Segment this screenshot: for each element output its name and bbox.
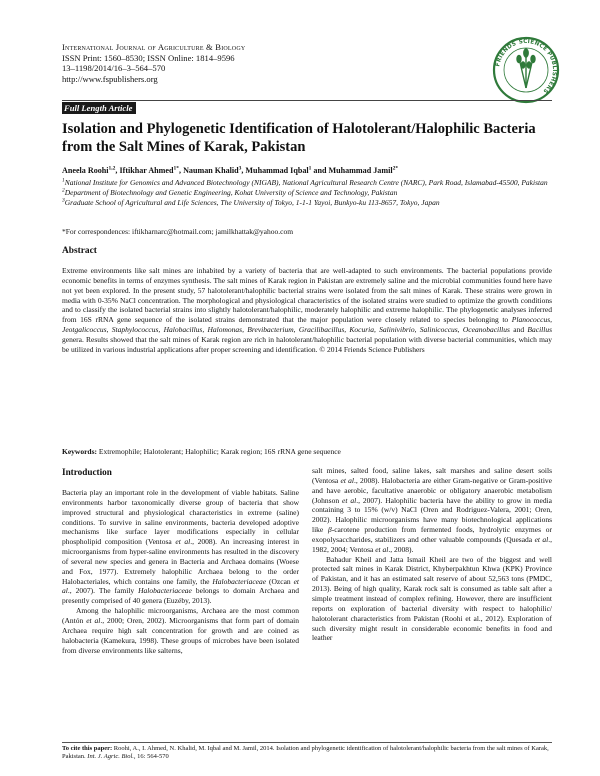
journal-article-id: 13–1198/2014/16–3–564–570 xyxy=(62,63,166,74)
affiliation: $^2$Department of Biotechnology and Genetic Engineering, Kohat University of Science and Technology, Pakistan xyxy=(62,187,398,197)
paper-title: Isolation and Phylogenetic Identification of Halotolerant/Halophilic Bacteria from the Salt Mines of Karak, Pakistan xyxy=(62,121,536,155)
footer-divider xyxy=(62,742,552,743)
paragraph: Bacteria play an important role in the development of viable habitats. Saline environments harbor taxonomically diverse group of bacteria that show improved structural and physiological characteristics in extreme (saline) conditions. To survive in saline environments, bacteria developed adoptive mechanisms like surface layer modifications especially in cellular phospholipid composition (Ventosa et al., 2008). An increasing interest in microorganisms from hyper-saline environments has resulted in the discovery of several new species and genera in Bacteria and Archaea domains (Woese and Fox, 1977). Extremely halophilic Archaea belong to the order Halobacteriales, which contains one family, the Halobacteriaceae (Ozcan et al., 2007). The family Halobacteriaceae belongs to domain Archaea and presently comprised of 40 genera (Euzéby, 2013). xyxy=(62,488,300,606)
author-list xyxy=(62,166,552,176)
affiliation: $^1$National Institute for Genomics and Advanced Biotechnology (NIGAB), National Agricultural Research Centre (NARC), Park Road, Islamabad-45500, Pakistan xyxy=(62,177,548,187)
abstract-body: Extreme environments like salt mines are inhabited by a variety of bacteria that are well-adapted to such environments. The bacterial populations provide economic benefits in terms of enzymes synthesis. The salt mines of Karak region in Pakistan are extremely saline and the microbial communities found here have not yet been explored. In the present study, 57 halotolerant/halophilic bacterial strains were isolated from the salt mines of Karak. These strains were grown in media with 0-35% NaCl concentration. The morphological and physiological characteristics of the isolated strains were studied to optimize the growth conditions and to classify the isolated bacterial strains into slightly halotolerant/halophilic, moderately halophilic and extreme halophilic. The phylogenetic analyses inferred from 16S rRNA gene sequence of the isolated strains demonstrated that the major population were closely related to species belonging to Planococcus, Jeotgalicoccus, Staphylococcus, Halobacillus, Halomonas, Brevibacterium, Gracilibacillus, Kocuria, Salinivibrio, Salinicoccus, Oceanobacillus and Bacillus genera. Results showed that the salt mines of Karak region are rich in halotolerant/halophilic bacterial population with diverse bacterial communities, which may be utilized in various industrial applications after proper screening and identification. © 2014 Friends Science Publishers xyxy=(62,266,552,354)
header-divider xyxy=(62,100,552,101)
logo-text: FRIENDS SCIENCE PUBLISHERS xyxy=(495,38,558,95)
author: Muhammad Jamil$^{2*}$ xyxy=(328,165,399,175)
paragraph: salt mines, salted food, saline lakes, salt marshes and saline desert soils (Ventosa et al., 2008). Halobacteria are either Gram-negative or Gram-positive and have aerobic, facultative anaerobic or obligatory anaerobic metabolism (Johnson et al., 2007). Halophilic bacteria have the ability to grow in media containing 3 to 15% (w/v) NaCl (Oren and Rodriguez-Valera, 2001; Oren, 2002). Halophilic microorganisms have many biotechnological applications like β-carotene production from fermented foods, hydrolytic enzymes or exopolysaccharides, stabilizers and other valuable compounds (Quesada et al., 1982, 2004; Ventosa et al., 2008). xyxy=(312,466,552,554)
keywords: Keywords: Extremophile; Halotolerant; Halophilic; Karak region; 16S rRNA gene sequence xyxy=(62,447,341,456)
paragraph: Bahadur Kheil and Jatta Ismail Kheil are two of the biggest and well protected salt mines in Karak District, Khyberpakhtun Khwa (KPK) Province of Pakistan, and it has an estimated salt reserve of about 52,563 tons (PMDC, 2013). Being of high quality, Karak rock salt is consumed as table salt after a simple treatment instead of complex refining. However, there are insufficient reports on exploration of bacterial diversity with respect to halophilic/ halotolerant characteristics from Pakistan (Roohi et al., 2012). Exploration of such diversity might result in considerable economic benefits in food and leather xyxy=(312,554,552,643)
correspondence: *For correspondences: iftikharnarc@hotmail.com; jamilkhattak@yahoo.com xyxy=(62,227,294,236)
author: Aneela Roohi$^{1,2}$, xyxy=(62,165,120,175)
column-right xyxy=(312,466,552,643)
affiliation: $^3$Graduate School of Agricultural and Life Sciences, The University of Tokyo, 1-1-1 Yayoi, Bunkyo-ku 113-8657, Tokyo, Japan xyxy=(62,197,440,207)
author: Muhammad Iqbal$^1$ and xyxy=(245,165,329,175)
author: Nauman Khalid$^3$, xyxy=(183,165,246,175)
wheat-logo-icon xyxy=(492,36,560,104)
journal-issn: ISSN Print: 1560–8530; ISSN Online: 1814–9596 xyxy=(62,52,235,63)
journal-name: International Journal of Agriculture & Biology xyxy=(62,42,246,52)
journal-header xyxy=(62,42,245,84)
paragraph: Among the halophilic microorganisms, Archaea are the most common (Antón et al., 2000; Oren, 2002). Microorganisms that form part of domain Archaea require high salt concentration for growth and are coined as halobacteria (Kamekura, 1998). These groups of microbes have been isolated from diverse environments like salterns, xyxy=(62,606,300,655)
article-type-badge: Full Length Article xyxy=(62,102,136,114)
author: Iftikhar Ahmed$^{1*}$, xyxy=(119,165,184,175)
column-left xyxy=(62,488,299,655)
introduction-heading: Introduction xyxy=(62,467,112,477)
abstract-heading: Abstract xyxy=(62,246,97,256)
journal-url[interactable]: http://www.fspublishers.org xyxy=(62,73,158,84)
citation: To cite this paper: Roohi, A., I. Ahmed, N. Khalid, M. Iqbal and M. Jamil, 2014. Isolation and phylogenetic identification of halotolerant/halophilic bacteria from the salt mines of Karak, Pakistan. Int. J. Agric. Biol., 16: 564-570 xyxy=(62,745,549,761)
affiliations xyxy=(62,178,552,207)
